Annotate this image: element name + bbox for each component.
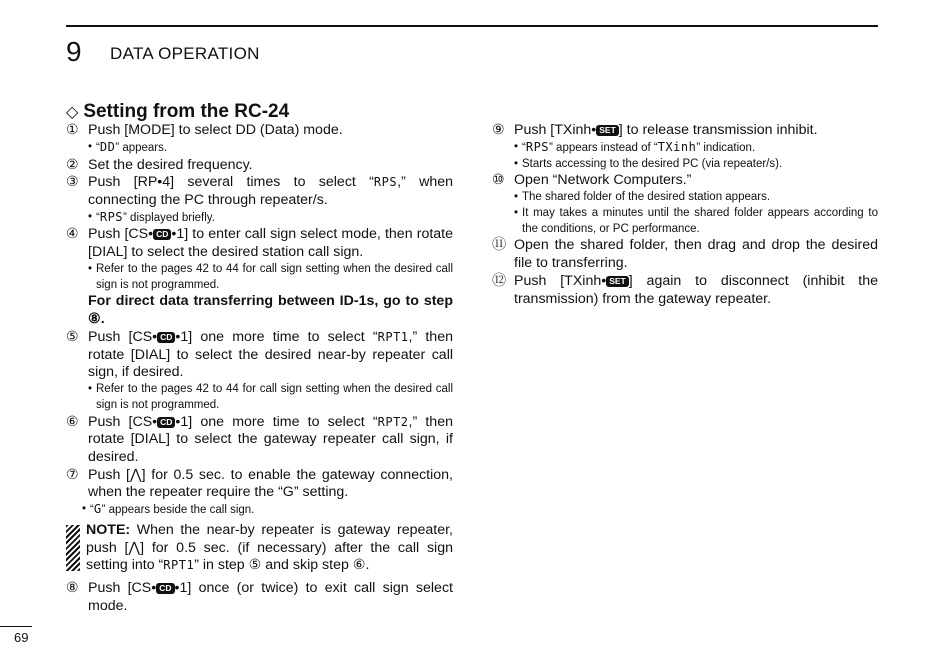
lcd-rps: RPS <box>525 139 550 154</box>
step-8: ⑧ Push [CS• CD •1] once (or twice) to exit call sign select mode. <box>66 579 453 614</box>
step-9-note-a: • “RPS” appears instead of “TXinh” indication. <box>514 139 756 154</box>
step-10: ⑩ Open “Network Computers.” <box>492 172 692 189</box>
cd-key-icon: CD <box>157 417 175 428</box>
direct-transfer-note: For direct data transferring between ID-1s, go to step ⑧. <box>88 293 453 328</box>
step-9-note-b: • Starts accessing to the desired PC (via repeater/s). <box>514 157 783 170</box>
cd-key-icon: CD <box>157 332 175 343</box>
note-box: NOTE: When the near-by repeater is gateway repeater, push [⋀] for 0.5 sec. (if necessary) after the call sign setting into “RPT1” in step ⑤ and skip step ⑥. <box>66 522 453 575</box>
note-stripes-icon <box>66 525 80 571</box>
left-column <box>66 122 453 615</box>
chapter-title: DATA OPERATION <box>110 44 260 63</box>
section-heading <box>66 101 289 123</box>
cd-key-icon: CD <box>153 229 171 240</box>
lcd-g: G <box>93 502 102 517</box>
top-rule <box>66 25 878 27</box>
step-5: ⑤ Push [CS• CD •1] one more time to select “RPT1,” then rotate [DIAL] to select the desired near-by repeater call sign, if desired. <box>66 328 453 381</box>
page-number: 69 <box>14 630 29 645</box>
lcd-rps: RPS <box>373 175 398 190</box>
set-key-icon: SET <box>596 125 619 136</box>
lcd-rpt2: RPT2 <box>377 414 409 429</box>
step-3: ③ Push [RP•4] several times to select “RPS,” when connecting the PC through repeater/s. <box>66 174 453 208</box>
lcd-rpt1: RPT1 <box>163 558 195 573</box>
page-number-rule <box>0 626 32 627</box>
lcd-rpt1: RPT1 <box>377 329 409 344</box>
step-2: ② Set the desired frequency. <box>66 156 253 173</box>
step-12: ⑫ Push [TXinh• SET ] again to disconnect (inhibit the transmission) from the gateway repeater. <box>492 272 878 307</box>
step-7: ⑦ Push [⋀] for 0.5 sec. to enable the gateway connection, when the repeater require the “G” setting. <box>66 466 453 501</box>
note-label: NOTE: <box>86 521 131 538</box>
lcd-txinh: TXinh <box>657 139 697 154</box>
section-title: Setting from the RC-24 <box>83 101 290 122</box>
set-key-icon: SET <box>606 276 629 287</box>
step-9: ⑨ Push [TXinh• SET ] to release transmission inhibit. <box>492 122 818 138</box>
lcd-dd: DD <box>99 139 116 154</box>
step-10-note-a: • The shared folder of the desired station appears. <box>514 191 771 203</box>
chapter-number: 9 <box>66 36 82 67</box>
step-4: ④ Push [CS• CD •1] to enter call sign select mode, then rotate [DIAL] to select the desired station call sign. <box>66 226 453 261</box>
cd-key-icon: CD <box>156 583 174 594</box>
step-11: ⑪ Open the shared folder, then drag and drop the desired file to transferring. <box>492 237 878 272</box>
step-5-note: • Refer to the pages 42 to 44 for call sign setting when the desired call sign is not programmed. <box>88 382 453 411</box>
lcd-rps: RPS <box>99 209 124 224</box>
step-1: ① Push [MODE] to select DD (Data) mode. <box>66 122 343 138</box>
step-1-note: • “DD” appears. <box>88 139 168 154</box>
step-10-note-b: • It may takes a minutes until the shared folder appears according to the conditions, or PC performance. <box>514 206 878 235</box>
step-6: ⑥ Push [CS• CD •1] one more time to select “RPT2,” then rotate [DIAL] to select the gateway repeater call sign, if desired. <box>66 413 453 465</box>
right-column <box>492 122 878 308</box>
step-3-note: • “RPS” displayed briefly. <box>88 209 215 224</box>
step-4-note: • Refer to the pages 42 to 44 for call sign setting when the desired call sign is not programmed. <box>88 262 453 291</box>
diamond-icon: ◇ <box>66 104 79 121</box>
step-7-note: • “G” appears beside the call sign. <box>82 502 255 517</box>
